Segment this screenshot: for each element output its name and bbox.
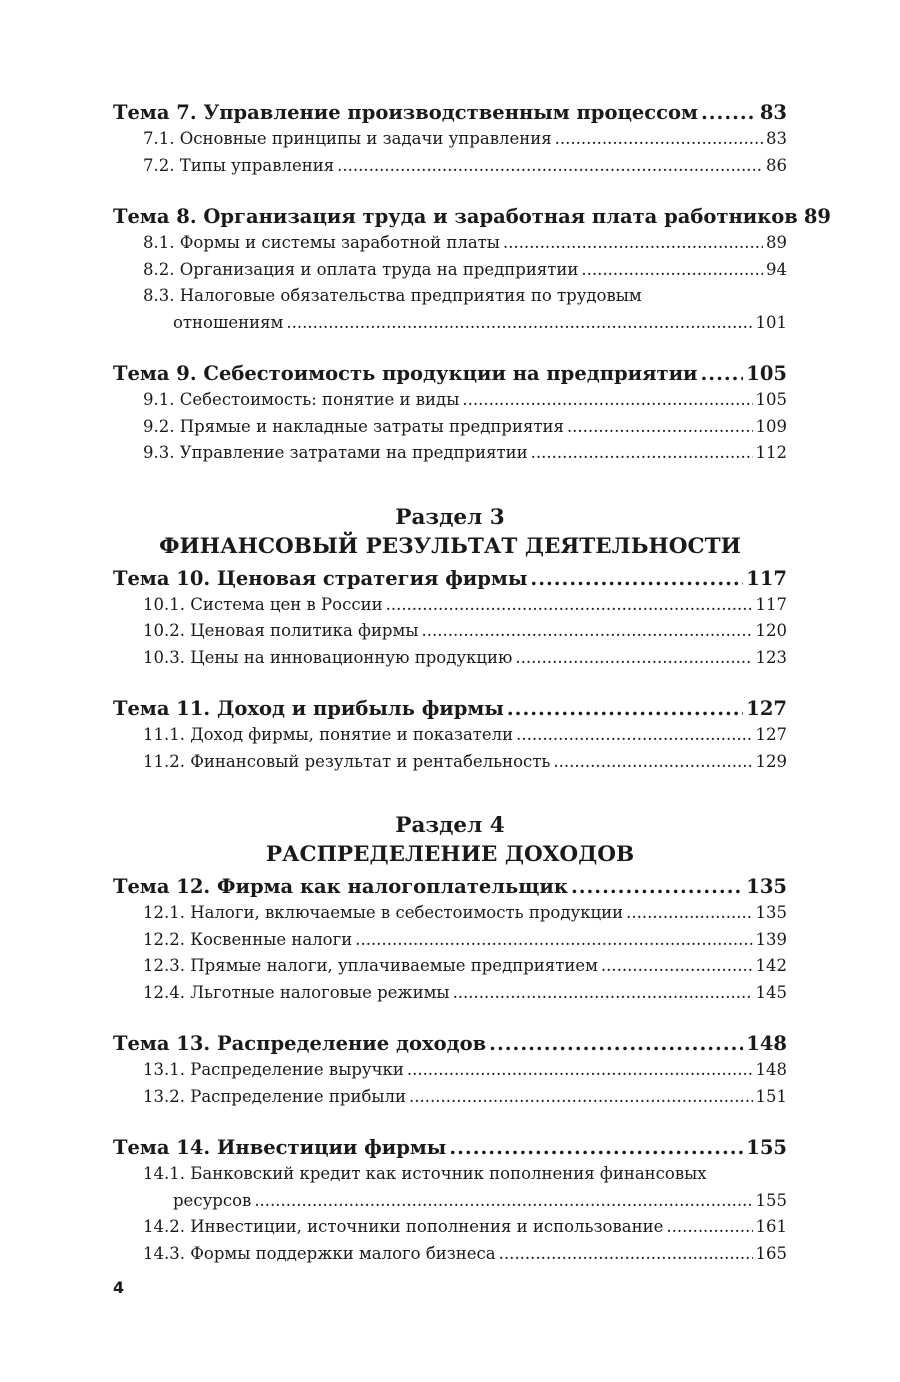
- toc-page-number: 145: [755, 982, 787, 1002]
- toc-page-number: 165: [755, 1243, 787, 1263]
- toc-topic-10: [113, 566, 787, 672]
- toc-subtopic-entry[interactable]: [113, 1241, 787, 1268]
- dot-leader: [530, 566, 743, 592]
- toc-topic-title: Тема 14. Инвестиции фирмы: [113, 1136, 447, 1159]
- toc-topic-entry[interactable]: [113, 361, 787, 387]
- toc-topic-entry[interactable]: [113, 204, 831, 230]
- toc-subtopic-entry-continuation[interactable]: [113, 310, 787, 337]
- section-4-header: [113, 811, 787, 869]
- toc-subtopic-title: 9.2. Прямые и накладные затраты предприятия: [143, 416, 564, 436]
- toc-topic-entry[interactable]: [113, 874, 787, 900]
- toc-subtopic-title: 12.3. Прямые налоги, уплачиваемые предприятием: [143, 956, 598, 975]
- toc-page-number: 148: [755, 1060, 787, 1079]
- toc-topic-entry[interactable]: [113, 566, 787, 592]
- toc-subtopic-title: 13.2. Распределение прибыли: [143, 1086, 407, 1106]
- toc-page-number: 101: [755, 312, 787, 332]
- toc-subtopic-entry[interactable]: [113, 1214, 787, 1241]
- toc-topic-entry[interactable]: [113, 1135, 787, 1161]
- dot-leader: [499, 1241, 753, 1268]
- toc-page-number: 155: [746, 1136, 787, 1159]
- toc-subtopic-entry[interactable]: [113, 440, 787, 467]
- toc-subtopic-entry[interactable]: [113, 618, 787, 645]
- dot-leader: [503, 230, 763, 257]
- toc-subtopic-title: 7.1. Основные принципы и задачи управления: [143, 129, 552, 148]
- toc-page-number: 123: [755, 647, 787, 667]
- toc-subtopic-title: 12.4. Льготные налоговые режимы: [143, 982, 450, 1002]
- dot-leader: [601, 953, 753, 980]
- table-of-contents: [113, 100, 831, 1292]
- toc-page-number: 86: [766, 155, 787, 175]
- toc-topic-title: Тема 12. Фирма как налогоплательщик: [113, 875, 568, 898]
- toc-page-number: 142: [755, 956, 787, 975]
- dot-leader: [555, 126, 763, 153]
- toc-subtopic-entry-continuation[interactable]: [113, 1188, 787, 1215]
- dot-leader: [449, 1135, 743, 1161]
- toc-subtopic-entry[interactable]: [113, 1084, 787, 1111]
- toc-page-number: 120: [755, 621, 787, 640]
- toc-subtopic-entry[interactable]: [113, 592, 787, 619]
- toc-topic-entry[interactable]: [113, 696, 787, 722]
- dot-leader: [567, 414, 753, 441]
- dot-leader: [386, 592, 753, 619]
- dot-leader: [254, 1188, 752, 1215]
- dot-leader: [286, 310, 752, 337]
- toc-subtopic-title: 10.3. Цены на инновационную продукцию: [143, 647, 513, 667]
- toc-subtopic-entry[interactable]: [113, 722, 787, 749]
- toc-subtopic-entry[interactable]: [113, 153, 787, 180]
- toc-subtopic-entry[interactable]: [113, 980, 787, 1007]
- section-heading: Раздел 4: [395, 813, 505, 838]
- dot-leader: [355, 927, 752, 954]
- toc-subtopic-entry[interactable]: [113, 1057, 787, 1084]
- toc-page-number: 83: [766, 129, 787, 148]
- dot-leader: [462, 387, 752, 414]
- toc-subtopic-title: 11.1. Доход фирмы, понятие и показатели: [143, 725, 514, 744]
- toc-topic-14: [113, 1135, 787, 1267]
- toc-subtopic-title: 14.2. Инвестиции, источники пополнения и использование: [143, 1217, 664, 1236]
- toc-subtopic-title: 7.2. Типы управления: [143, 155, 335, 175]
- toc-page-number: 83: [759, 101, 787, 124]
- dot-leader: [489, 1031, 743, 1057]
- toc-topic-9: [113, 361, 787, 467]
- toc-page-number: 155: [755, 1190, 787, 1210]
- toc-subtopic-title: 8.2. Организация и оплата труда на предприятии: [143, 259, 579, 279]
- toc-page-number: 89: [803, 205, 831, 228]
- toc-subtopic-title: 8.1. Формы и системы заработной платы: [143, 233, 500, 252]
- toc-page-number: 94: [766, 259, 787, 279]
- toc-topic-11: [113, 696, 787, 775]
- toc-topic-title: Тема 13. Распределение доходов: [113, 1032, 487, 1055]
- toc-page-number: 161: [755, 1217, 787, 1236]
- dot-leader: [626, 900, 752, 927]
- toc-subtopic-title: 10.2. Ценовая политика фирмы: [143, 621, 419, 640]
- section-title: РАСПРЕДЕЛЕНИЕ ДОХОДОВ: [265, 842, 635, 867]
- toc-subtopic-title: ресурсов: [173, 1190, 252, 1210]
- toc-page-number: 109: [755, 416, 787, 436]
- toc-page-number: 127: [746, 697, 787, 720]
- dot-leader: [701, 361, 744, 387]
- toc-topic-13: [113, 1031, 787, 1110]
- toc-topic-entry[interactable]: [113, 1031, 787, 1057]
- toc-page-number: 135: [755, 903, 787, 922]
- toc-subtopic-entry[interactable]: [113, 953, 787, 980]
- toc-page-number: 139: [755, 929, 787, 949]
- toc-subtopic-title: отношениям: [173, 312, 284, 332]
- toc-topic-entry[interactable]: [113, 100, 787, 126]
- dot-leader: [453, 980, 753, 1007]
- page-folio: 4: [113, 1278, 125, 1297]
- dot-leader: [701, 100, 757, 126]
- toc-subtopic-entry[interactable]: [113, 257, 787, 284]
- toc-subtopic-title: 10.1. Система цен в России: [143, 594, 383, 614]
- dot-leader: [409, 1084, 752, 1111]
- toc-page-number: 148: [746, 1032, 787, 1055]
- toc-subtopic-title: 12.2. Косвенные налоги: [143, 929, 353, 949]
- dot-leader: [507, 696, 743, 722]
- toc-subtopic-entry[interactable]: [113, 387, 787, 414]
- toc-subtopic-title: 14.3. Формы поддержки малого бизнеса: [143, 1243, 496, 1263]
- dot-leader: [531, 440, 753, 467]
- dot-leader: [666, 1214, 752, 1241]
- section-heading: Раздел 3: [395, 504, 505, 530]
- toc-page-number: 117: [755, 594, 787, 614]
- toc-topic-title: Тема 10. Ценовая стратегия фирмы: [113, 566, 528, 590]
- section-3-header: [113, 503, 787, 561]
- toc-topic-8: [113, 204, 831, 336]
- toc-subtopic-title: 11.2. Финансовый результат и рентабельность: [143, 751, 551, 771]
- toc-page-number: 117: [746, 566, 787, 590]
- toc-subtopic-title: 13.1. Распределение выручки: [143, 1060, 404, 1079]
- toc-topic-title: Тема 8. Организация труда и заработная плата работников: [113, 205, 798, 228]
- toc-topic-7: [113, 100, 787, 179]
- toc-topic-12: [113, 874, 787, 1006]
- toc-subtopic-title: 9.1. Себестоимость: понятие и виды: [143, 390, 460, 409]
- section-title: ФИНАНСОВЫЙ РЕЗУЛЬТАТ ДЕЯТЕЛЬНОСТИ: [159, 533, 741, 559]
- toc-subtopic-entry[interactable]: [113, 230, 787, 257]
- dot-leader: [421, 618, 752, 645]
- toc-subtopic-entry-first-line[interactable]: 14.1. Банковский кредит как источник пополнения финансовых: [143, 1164, 707, 1183]
- toc-page-number: 105: [755, 390, 787, 409]
- toc-subtopic-entry[interactable]: [113, 927, 787, 954]
- dot-leader: [337, 153, 763, 180]
- toc-page-number: 151: [755, 1086, 787, 1106]
- toc-subtopic-entry[interactable]: [113, 414, 787, 441]
- toc-subtopic-entry-first-line[interactable]: 8.3. Налоговые обязательства предприятия по трудовым: [143, 286, 642, 305]
- toc-topic-title: Тема 9. Себестоимость продукции на предприятии: [113, 362, 698, 385]
- toc-subtopic-entry[interactable]: [113, 126, 787, 153]
- toc-page-number: 127: [755, 725, 787, 744]
- toc-page-number: 135: [746, 875, 787, 898]
- dot-leader: [407, 1057, 753, 1084]
- dot-leader: [515, 645, 752, 672]
- dot-leader: [581, 257, 763, 284]
- dot-leader: [571, 874, 743, 900]
- toc-page-number: 89: [766, 233, 787, 252]
- toc-topic-title: Тема 11. Доход и прибыль фирмы: [113, 697, 504, 720]
- toc-page-number: 105: [746, 362, 787, 385]
- toc-subtopic-title: 9.3. Управление затратами на предприятии: [143, 443, 528, 462]
- toc-page-number: 129: [755, 751, 787, 771]
- dot-leader: [553, 749, 752, 776]
- toc-page-number: 112: [755, 443, 787, 462]
- toc-subtopic-entry[interactable]: [113, 645, 787, 672]
- toc-topic-title: Тема 7. Управление производственным процессом: [113, 101, 698, 124]
- dot-leader: [516, 722, 752, 749]
- toc-subtopic-entry[interactable]: [113, 749, 787, 776]
- toc-subtopic-entry[interactable]: [113, 900, 787, 927]
- toc-subtopic-title: 12.1. Налоги, включаемые в себестоимость продукции: [143, 903, 624, 922]
